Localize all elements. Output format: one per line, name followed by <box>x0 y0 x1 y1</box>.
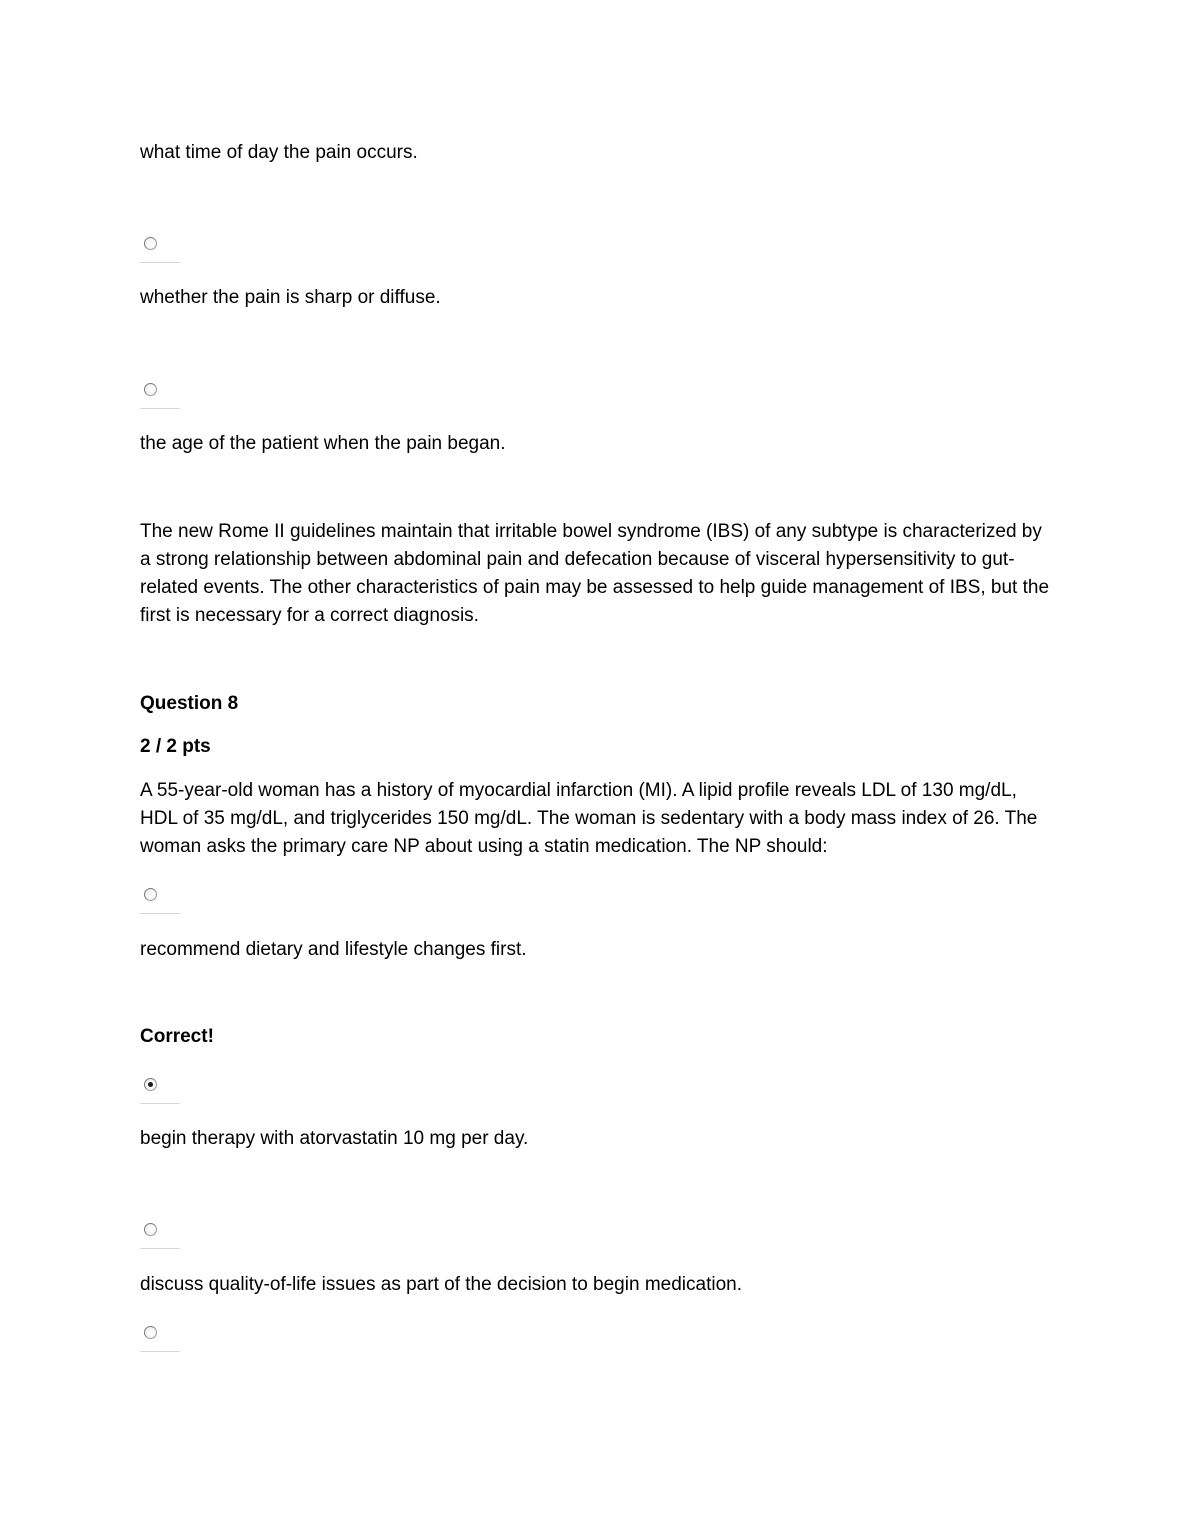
answer-option-text: begin therapy with atorvastatin 10 mg per day. <box>140 1128 529 1149</box>
radio-unselected-icon[interactable] <box>144 1223 157 1236</box>
divider <box>140 408 180 409</box>
radio-unselected-icon[interactable] <box>144 237 157 250</box>
answer-option-radio[interactable] <box>140 233 180 263</box>
correct-label: Correct! <box>140 1026 214 1047</box>
question-stem: A 55-year-old woman has a history of myocardial infarction (MI). A lipid profile reveals LDL of 130 mg/dL, HDL of 35 mg/dL, and triglycerides 150 mg/dL. The woman is sedentary with a body mass index of 26. The woman asks the primary care NP about using a statin medication. The NP should: <box>140 780 1038 857</box>
question-score: 2 / 2 pts <box>140 736 211 757</box>
radio-unselected-icon[interactable] <box>144 383 157 396</box>
answer-option-text: recommend dietary and lifestyle changes first. <box>140 939 527 960</box>
divider <box>140 1248 180 1249</box>
divider <box>140 1103 180 1104</box>
radio-selected-icon[interactable] <box>144 1078 157 1091</box>
radio-unselected-icon[interactable] <box>144 888 157 901</box>
answer-option-text: whether the pain is sharp or diffuse. <box>140 287 441 308</box>
answer-option-text: what time of day the pain occurs. <box>140 142 418 163</box>
answer-option-radio[interactable] <box>140 1219 180 1249</box>
divider <box>140 913 180 914</box>
divider <box>140 1351 180 1352</box>
radio-unselected-icon[interactable] <box>144 1326 157 1339</box>
answer-explanation: The new Rome II guidelines maintain that irritable bowel syndrome (IBS) of any subtype is characterized by a strong relationship between abdominal pain and defecation because of visceral hypersensitivity to gut-related events. The other characteristics of pain may be assessed to help guide management of IBS, but the first is necessary for a correct diagnosis. <box>140 521 1050 626</box>
answer-option-radio[interactable] <box>140 1322 180 1352</box>
divider <box>140 262 180 263</box>
answer-option-text: discuss quality-of-life issues as part of the decision to begin medication. <box>140 1274 742 1295</box>
answer-option-radio[interactable] <box>140 379 180 409</box>
question-title: Question 8 <box>140 693 239 714</box>
answer-option-radio[interactable] <box>140 884 180 914</box>
answer-option-radio[interactable] <box>140 1074 180 1104</box>
answer-option-text: the age of the patient when the pain began. <box>140 433 506 454</box>
